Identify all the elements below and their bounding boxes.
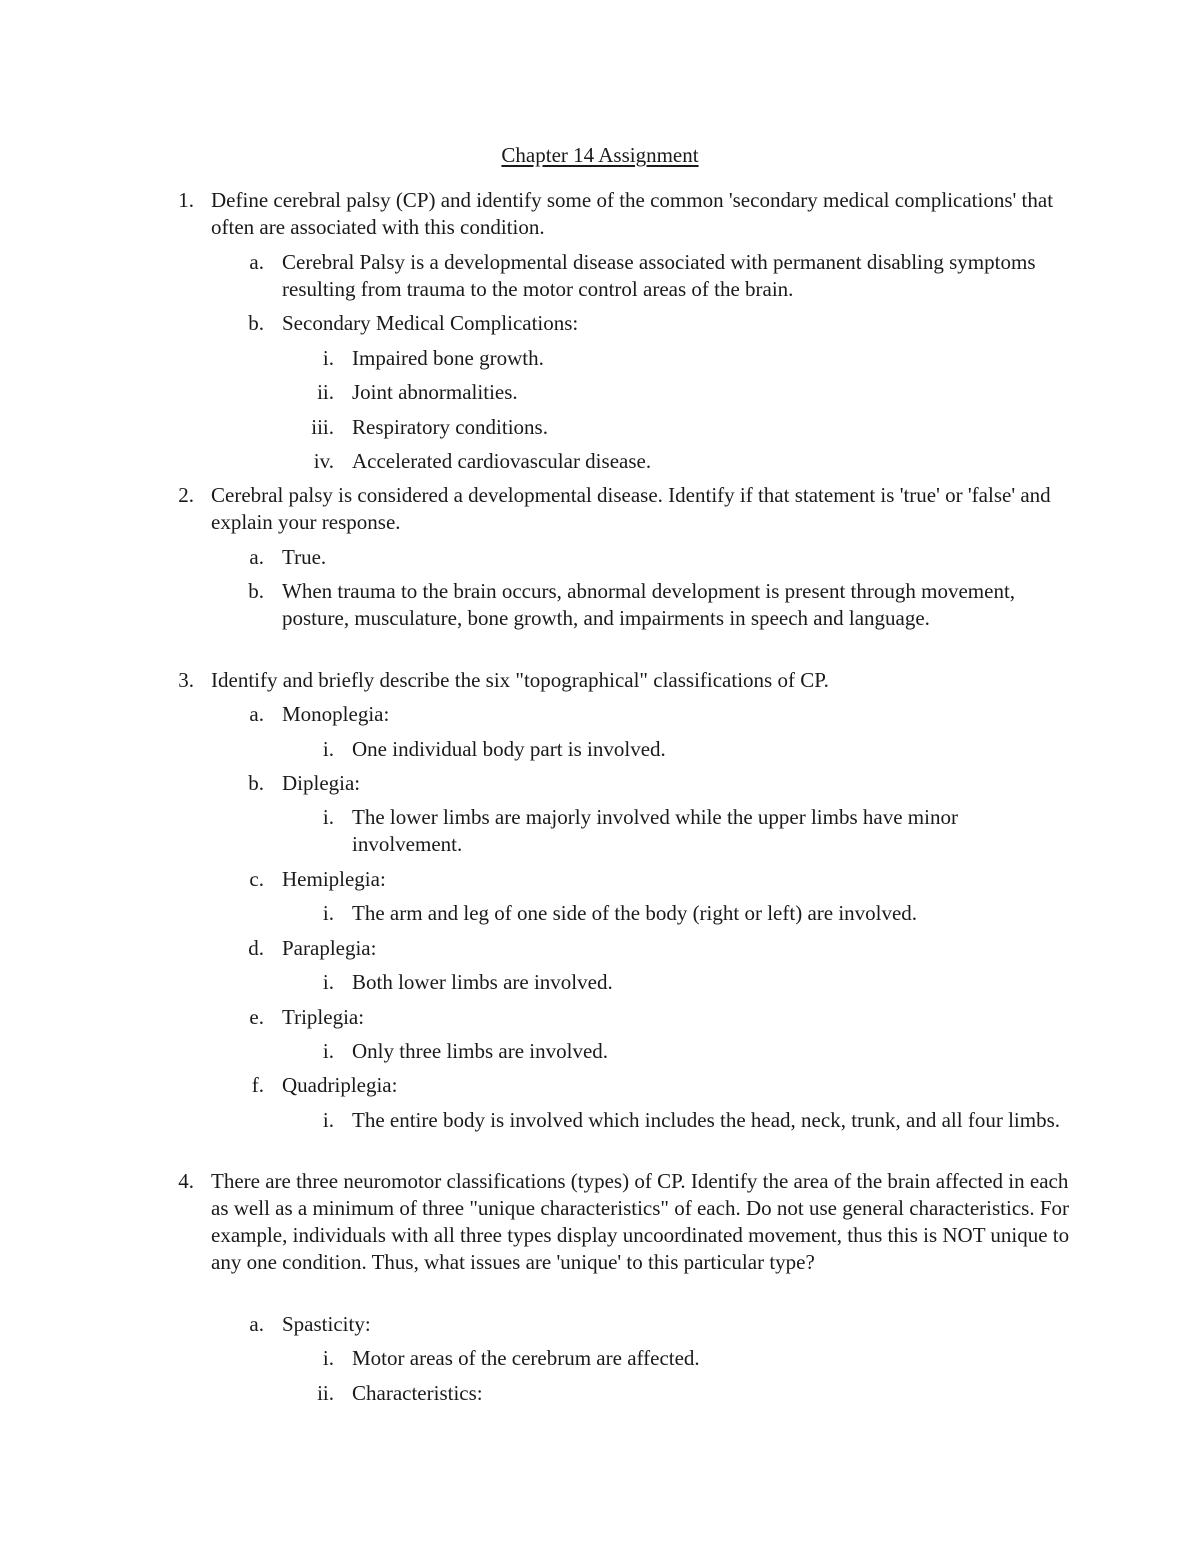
answer-text: Respiratory conditions. xyxy=(352,415,548,439)
answer-text: Paraplegia: xyxy=(282,936,377,960)
list-letter: a. xyxy=(249,702,264,726)
question-text: Cerebral palsy is considered a developmental disease. Identify if that statement is 'true' or 'false' and explain your response. xyxy=(211,483,1051,534)
list-letter: b. xyxy=(248,311,264,335)
answer-text: Diplegia: xyxy=(282,771,361,795)
page-title: Chapter 14 Assignment xyxy=(501,143,699,167)
answer-text: Accelerated cardiovascular disease. xyxy=(352,449,652,473)
question-text: There are three neuromotor classifications (types) of CP. Identify the area of the brain affected in each as well as a minimum of three "unique characteristics" of each. Do not use general characteristics. For example, individuals with all three types display uncoordinated movement, thus this is NOT unique to any one condition. Thus, what issues are 'unique' to this particular type? xyxy=(211,1169,1070,1274)
question-text: Identify and briefly describe the six "topographical" classifications of CP. xyxy=(211,668,829,692)
answer-text: The arm and leg of one side of the body (right or left) are involved. xyxy=(352,901,918,925)
list-roman: iv. xyxy=(313,449,334,473)
answer-text: True. xyxy=(282,545,327,569)
answer-text: The entire body is involved which includes the head, neck, trunk, and all four limbs. xyxy=(352,1108,1060,1132)
answer-text: Cerebral Palsy is a developmental disease associated with permanent disabling symptoms resulting from trauma to the motor control areas of the brain. xyxy=(282,250,1036,301)
answer-text: Only three limbs are involved. xyxy=(352,1039,609,1063)
answer-text: The lower limbs are majorly involved while the upper limbs have minor involvement. xyxy=(352,805,958,856)
list-roman: i. xyxy=(322,901,334,925)
list-roman: i. xyxy=(322,346,334,370)
list-letter: a. xyxy=(249,545,264,569)
list-number: 3. xyxy=(178,668,194,692)
answer-text: Spasticity: xyxy=(282,1312,371,1336)
list-letter: b. xyxy=(248,579,264,603)
list-roman: i. xyxy=(322,1039,334,1063)
answer-text: One individual body part is involved. xyxy=(352,737,666,761)
list-roman: iii. xyxy=(311,415,334,439)
answer-text: When trauma to the brain occurs, abnormal development is present through movement, posture, musculature, bone growth, and impairments in speech and language. xyxy=(282,579,1016,630)
list-roman: ii. xyxy=(317,380,334,404)
list-roman: i. xyxy=(322,1108,334,1132)
answer-text: Impaired bone growth. xyxy=(352,346,544,370)
list-letter: a. xyxy=(249,250,264,274)
list-roman: i. xyxy=(322,1346,334,1370)
list-letter: c. xyxy=(249,867,264,891)
answer-text: Motor areas of the cerebrum are affected. xyxy=(352,1346,700,1370)
list-letter: a. xyxy=(249,1312,264,1336)
list-roman: i. xyxy=(322,970,334,994)
answer-text: Quadriplegia: xyxy=(282,1073,398,1097)
answer-text: Secondary Medical Complications: xyxy=(282,311,579,335)
list-letter: d. xyxy=(248,936,264,960)
answer-text: Hemiplegia: xyxy=(282,867,386,891)
list-roman: i. xyxy=(322,737,334,761)
answer-text: Both lower limbs are involved. xyxy=(352,970,613,994)
answer-text: Joint abnormalities. xyxy=(352,380,518,404)
list-letter: b. xyxy=(248,771,264,795)
answer-text: Triplegia: xyxy=(282,1005,365,1029)
list-letter: f. xyxy=(251,1073,264,1097)
question-text: Define cerebral palsy (CP) and identify some of the common 'secondary medical complications' that often are associated with this condition. xyxy=(211,188,1054,239)
list-roman: i. xyxy=(322,805,334,829)
answer-text: Characteristics: xyxy=(352,1381,483,1405)
list-number: 1. xyxy=(178,188,194,212)
answer-text: Monoplegia: xyxy=(282,702,390,726)
list-roman: ii. xyxy=(317,1381,334,1405)
list-number: 4. xyxy=(178,1169,194,1193)
list-letter: e. xyxy=(249,1005,264,1029)
list-number: 2. xyxy=(178,483,194,507)
